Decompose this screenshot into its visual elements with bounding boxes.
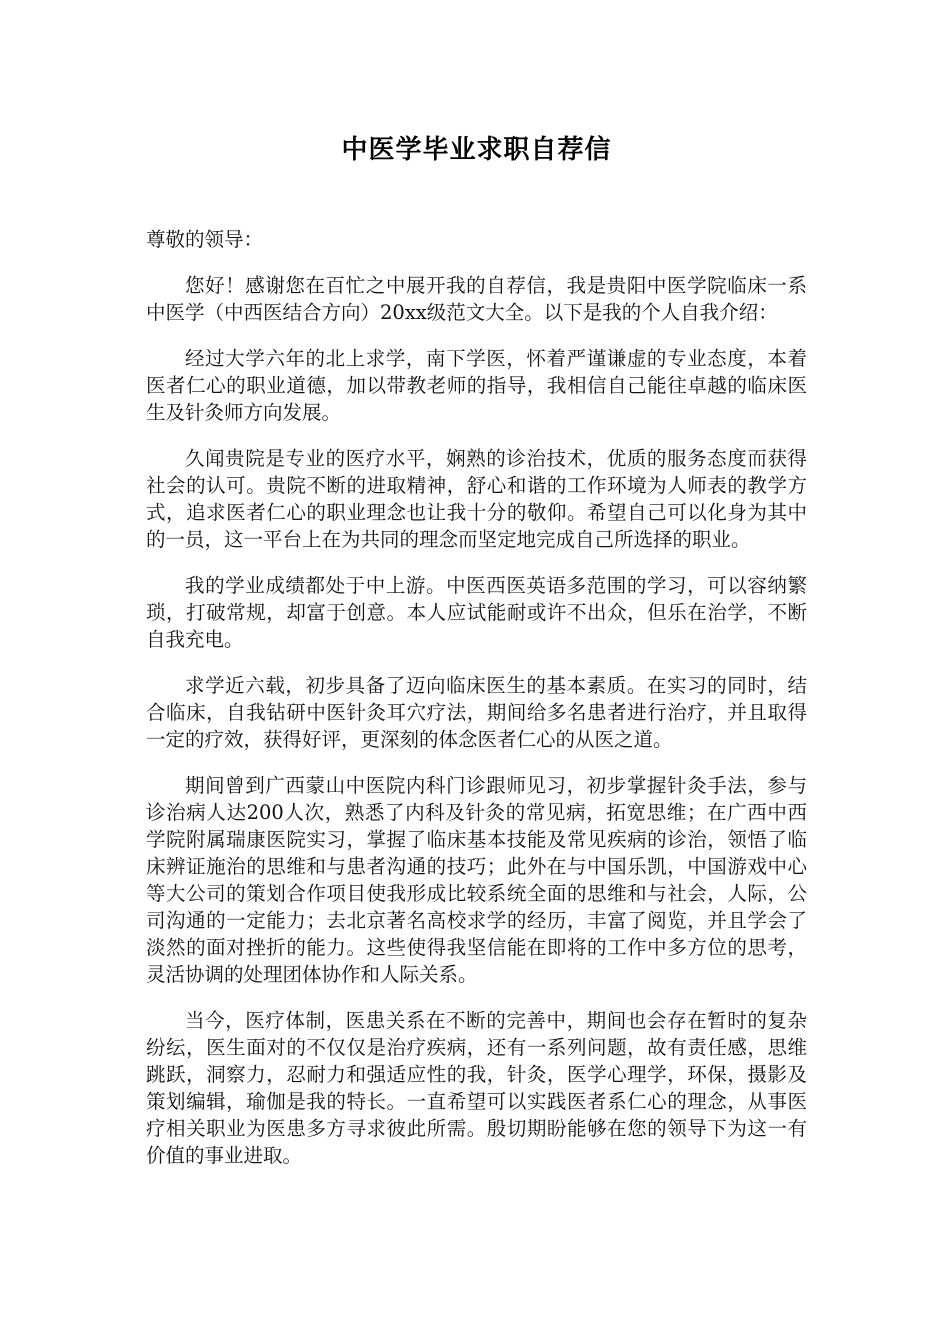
paragraph-closing: 当今，医疗体制，医患关系在不断的完善中，期间也会存在暂时的复杂纷纭，医生面对的不仅仅是治疗疾病，还有一系列问题，故有责任感，思维跳跃，洞察力，忍耐力和强适应性的我，针灸，医学心理学，环保，摄影及策划编辑，瑜伽是我的特长。一直希望可以实践医者系仁心的理念，从事医疗相关职业为医患多方寻求彼此所需。殷切期盼能够在您的领导下为这一有价值的事业进取。 [146, 1009, 807, 1167]
paragraph-intro: 您好！感谢您在百忙之中展开我的自荐信，我是贵阳中医学院临床一系中医学（中西医结合方向）20xx级范文大全。以下是我的个人自我介绍： [146, 274, 807, 324]
paragraph-internship-experience: 期间曾到广西蒙山中医院内科门诊跟师见习，初步掌握针灸手法，参与诊治病人达200人次，熟悉了内科及针灸的常见病，拓宽思维；在广西中西学院附属瑞康医院实习，掌握了临床基本技能及常见疾病的诊治，领悟了临床辨证施治的思维和与患者沟通的技巧；此外在与中国乐凯，中国游戏中心等大公司的策划合作项目使我形成比较系统全面的思维和与社会，人际，公司沟通的一定能力；去北京著名高校求学的经历，丰富了阅览，并且学会了淡然的面对挫折的能力。这些使得我坚信能在即将的工作中多方位的思考，灵活协调的处理团体协作和人际关系。 [146, 774, 807, 986]
salutation: 尊敬的领导： [146, 228, 264, 251]
paragraph-study-background: 经过大学六年的北上求学，南下学医，怀着严谨谦虚的专业态度，本着医者仁心的职业道德，加以带教老师的指导，我相信自己能往卓越的临床医生及针灸师方向发展。 [146, 347, 807, 424]
document-title: 中医学毕业求职自荐信 [341, 135, 612, 165]
paragraph-clinical-practice: 求学近六载，初步具备了迈向临床医生的基本素质。在实习的同时，结合临床，自我钻研中医针灸耳穴疗法，期间给多名患者进行治疗，并且取得一定的疗效，获得好评，更深刻的体念医者仁心的从医之道。 [146, 674, 807, 751]
paragraph-academic-record: 我的学业成绩都处于中上游。中医西医英语多范围的学习，可以容纳繁琐，打破常规，却富于创意。本人应试能耐或许不出众，但乐在治学，不断自我充电。 [146, 574, 807, 651]
paragraph-hospital-praise: 久闻贵院是专业的医疗水平，娴熟的诊治技术，优质的服务态度而获得社会的认可。贵院不断的进取精神，舒心和谐的工作环境为人师表的教学方式，追求医者仁心的职业理念也让我十分的敬仰。希望自己可以化身为其中的一员，这一平台上在为共同的理念而坚定地完成自己所选择的职业。 [146, 447, 807, 551]
